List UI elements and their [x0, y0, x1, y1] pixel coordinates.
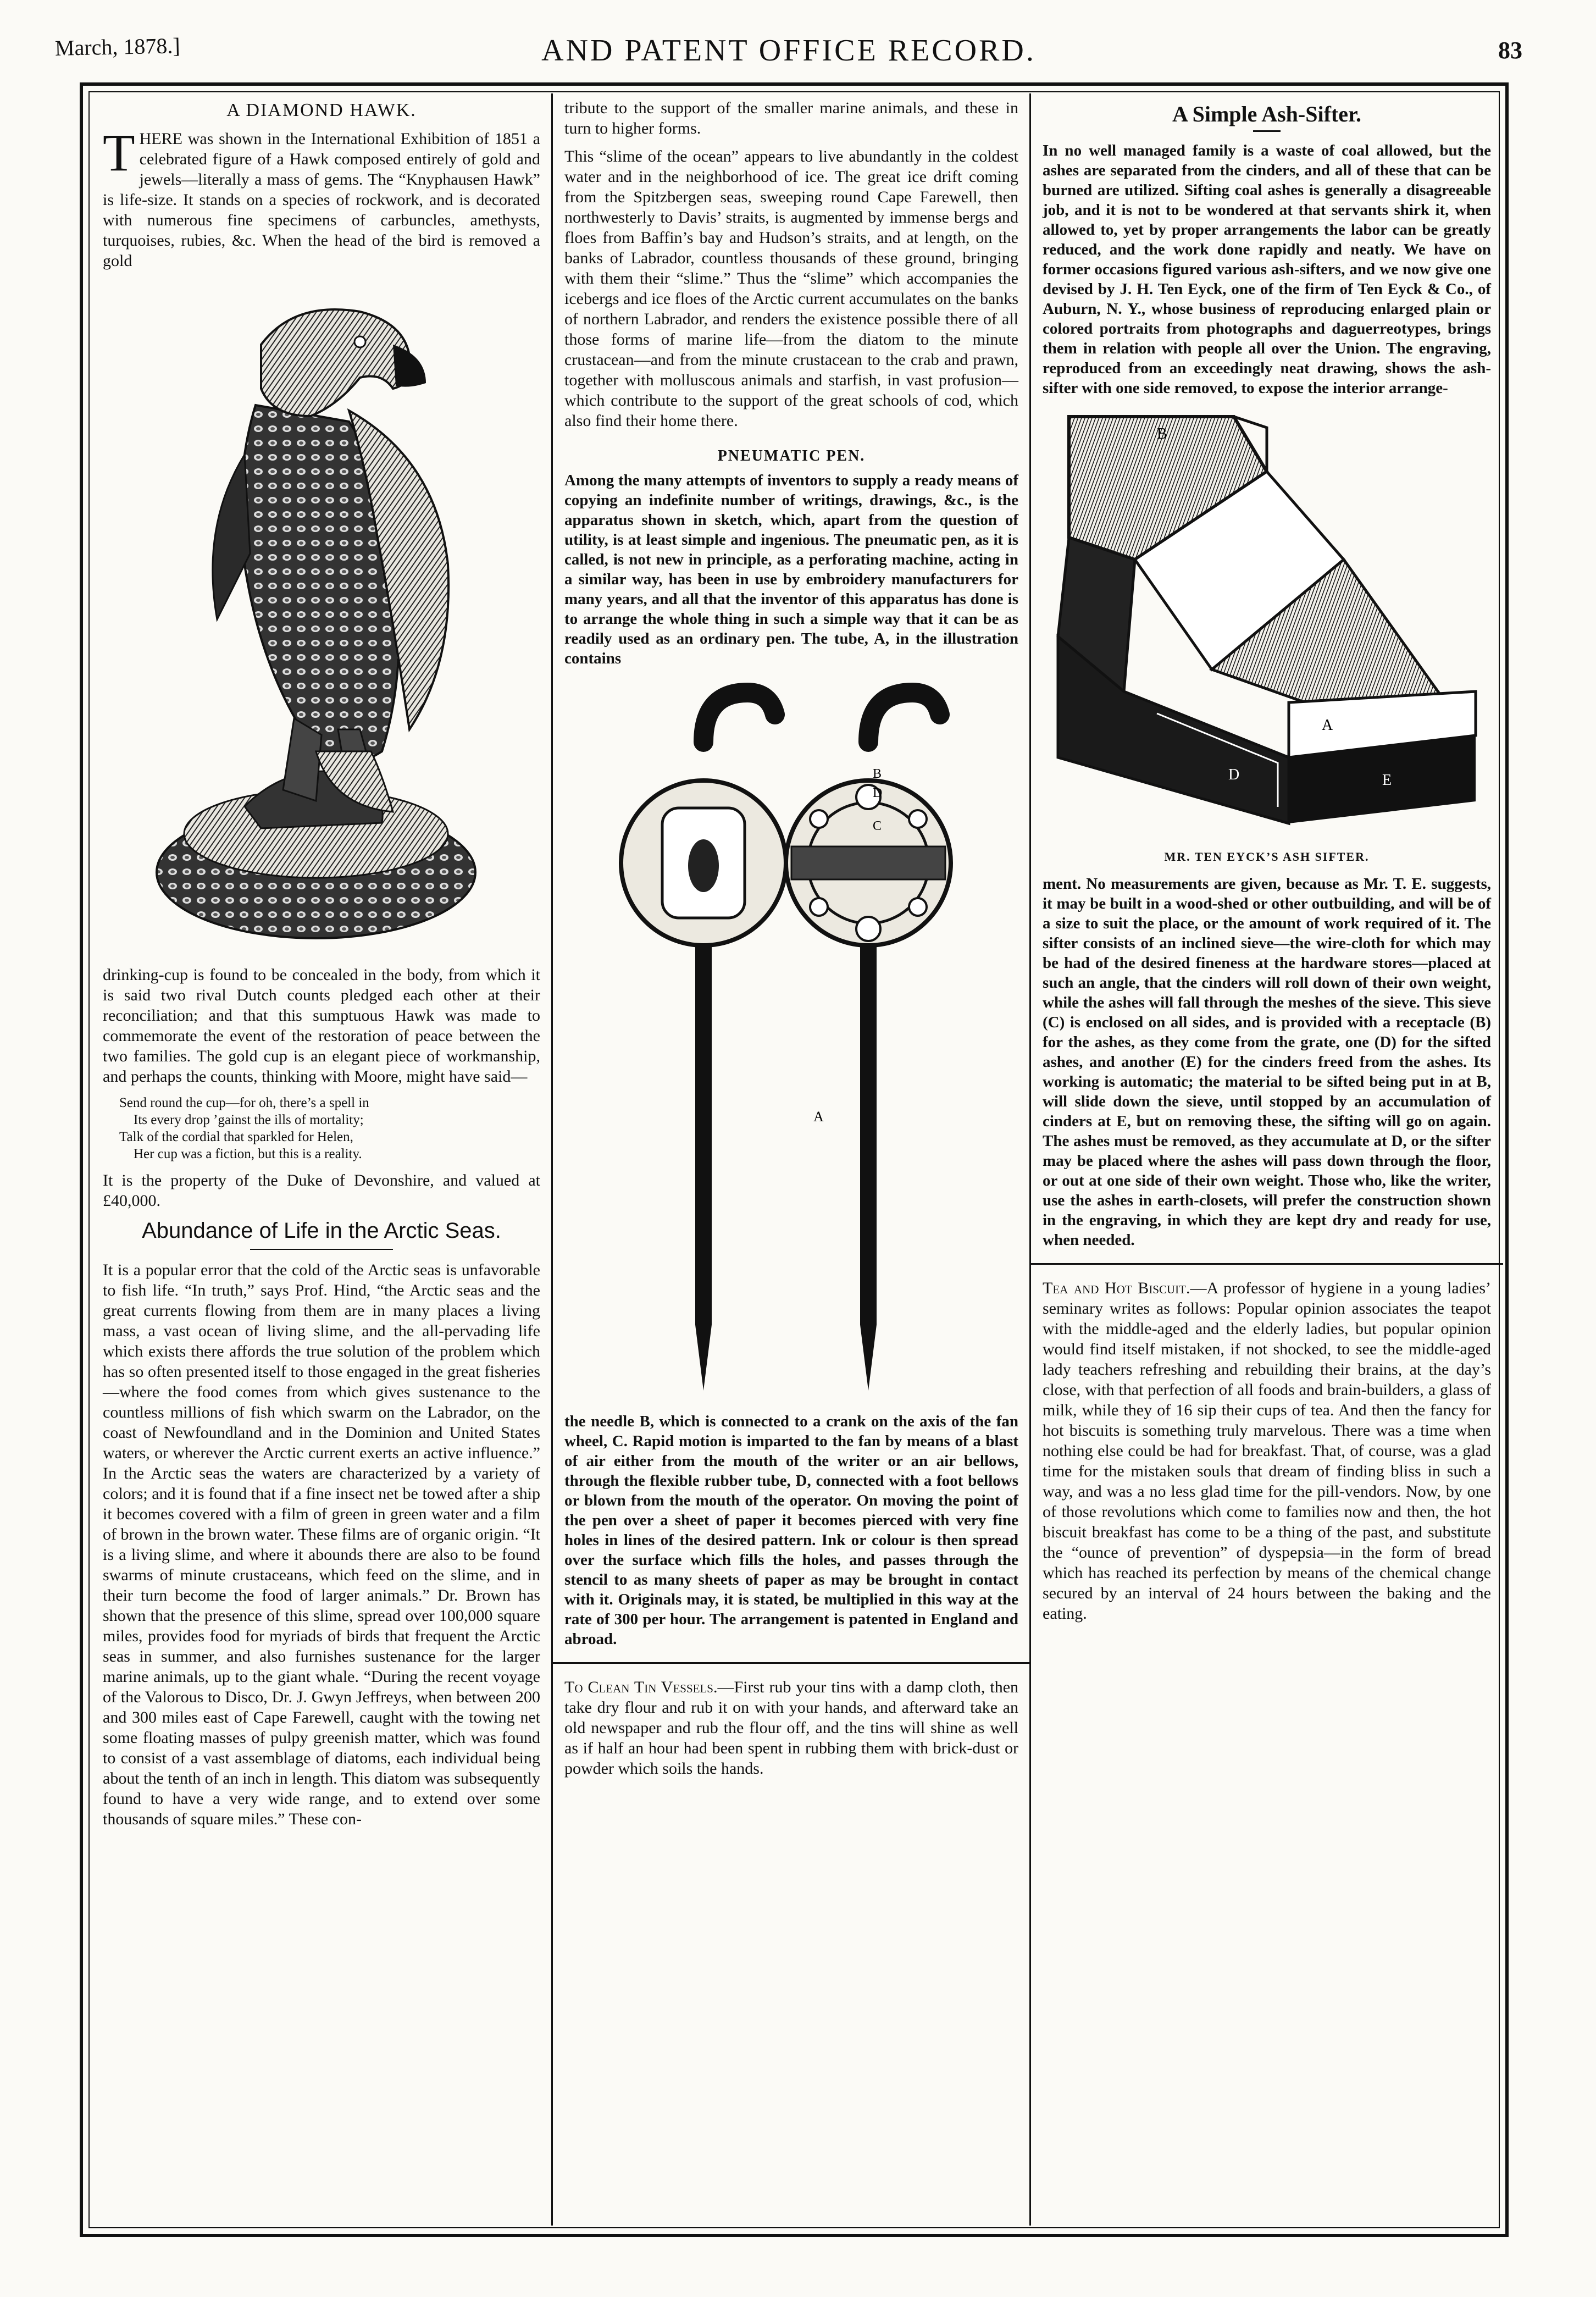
tea-biscuit-para: Tea and Hot Biscuit.—A professor of hygiene in a young ladies’ seminary writes as follows: Popular opinion associates the teapot with the middle-aged and the elderly ladies, but popular opinion would find itself mistaken, if not shocked, to see the middle-aged lady teachers refreshing and rebuilding their brains, at the day’s close, with that perfection of all foods and brain-builders, a glass of milk, while they of 16 sip their cups of tea. And then the fancy for hot biscuits is something truly marvelous. There was a time when nothing else could be had for breakfast. That, of course, was a glad time for the mistaken souls that dream of finding bliss in such a way, and was a no less glad time for the pill-vendors. Now, by one of those revolutions which come to families now and then, the hot biscuit breakfast has come to be a thing of the past, and substitute the “ounce of prevention” of dyspepsia—in the form of bread which has reached its perfection by means of the chemical change secured by an interval of 24 hours between the baking and the eating.: [1043, 1279, 1492, 1623]
dropcap: T: [103, 123, 135, 182]
arctic-para-2: tribute to the support of the smaller marine animals, and these in turn to higher forms.: [564, 99, 1018, 137]
arctic-para-1: It is a popular error that the cold of the Arctic seas is unfavorable to fish life. “In truth,” says Prof. Hind, “the Arctic seas and the great currents flowing from them are in many places a living mass, a vast ocean of living slime, and the all-pervading life which exists there affords the true solution of the problem which has so often presented itself to those engaged in the great fisheries—where the food comes from which gives sustenance to the countless millions of fish which swarm on the Labrador, on the coast of Newfoundland and in the Dominion and United States waters, or wherever the Arctic current exerts an active influence.” In the Arctic seas the waters are characterized by a variety of colors; and it is found that if a fine insect net be towed after a ship it becomes covered with a film of green in green water and a film of brown in the brown water. These films are of organic origin. “It is a living slime, and where it abounds there are also to be found swarms of minute crustaceans, which feed on the slime, and in their turn become the food of larger animals.” Dr. Brown has shown that the presence of this slime, spread over 100,000 square miles, provides food for myriads of birds that frequent the Arctic seas in summer, and also furnishes sustenance for the larger marine animals, up to the giant whale. “During the recent voyage of the Valorous to Disco, Dr. J. Gwyn Jeffreys, when between 200 and 300 miles east of Cape Farewell, caught with the towing net some floating masses of pulpy greenish matter, which was found to consist of a vast assemblage of diatoms, each individual being about the tenth of an inch in length. This diatom was subsequently found to have a very wide range, and to extend over some thousands of square miles.” These con-: [103, 1261, 540, 1828]
ash-sifter-para-2: ment. No measurements are given, because as Mr. T. E. suggests, it may be built in a wood-shed or other outbuilding, and will be of a size to suit the place, or the amount of work required of it. The sifter consists of an inclined sieve—the wire-cloth for which may be had of the desired fineness at the hardware stores—placed at such an angle, that the cinders will roll down of their own weight, while the ashes will fall through the meshes of the sieve. This sieve (C) is enclosed on all sides, and is provided with a receptacle (B) for the ashes, as they come from the grate, one (D) for the sifted ashes, and another (E) for the cinders freed from the ashes. Its working is automatic; the material to be sifted being put in at B, will slide down the sieve, until stopped by an accumulation of cinders at E, but on removing these, the sifting will go on again. The ashes must be removed, as they accumulate at D, or the sifter may be placed where the ashes will pass down through the floor, or out at one side of their own weight. Those who, like the writer, use the ashes in earth-closets, will prefer the construction shown in the engraving, in which they are kept dry and ready for use, when needed.: [1043, 875, 1491, 1249]
pneumatic-pen-illustration: [572, 676, 1011, 1402]
diamond-hawk-heading: A DIAMOND HAWK.: [226, 100, 417, 120]
verse-line: Her cup was a fiction, but this is a reality.: [134, 1147, 362, 1161]
running-head: [55, 33, 1522, 71]
ash-sifter-caption: MR. TEN EYCK’S ASH SIFTER.: [1164, 850, 1370, 864]
ash-sifter-heading: A Simple Ash-Sifter.: [1172, 102, 1362, 126]
verse-line: Talk of the cordial that sparkled for Helen,: [119, 1130, 353, 1144]
pneumatic-pen-para-2: the needle B, which is connected to a crank on the axis of the fan wheel, C. Rapid motion is imparted to the fan by means of a blast of air either from the mouth of the writer or an air bellows, through the flexible rubber tube, D, connected with a foot bellows or blown from the mouth of the operator. On moving the point of the pen over a sheet of paper it becomes pierced with very fine holes in lines of the desired pattern. Ink or colour is then spread over the surface which fills the holes, and passes through the stencil to as many sheets of paper as may be brought in contact with it. Originals may, it is stated, be multiplied in this way at the rate of 300 per hour. The arrangement is patented in England and abroad.: [564, 1413, 1018, 1648]
verse-line: Send round the cup—for oh, there’s a spell in: [119, 1095, 369, 1110]
sifter-label-d: D: [1228, 766, 1240, 783]
column-2: [552, 88, 1030, 2231]
section-rule: [1030, 1263, 1503, 1265]
pneumatic-pen-para-1: Among the many attempts of inventors to supply a ready means of copying an indefinite number of writings, drawings, &c., is the apparatus shown in sketch, which, apart from the question of utility, is at least simple and ingenious. The pneumatic pen, as it is called, is not new in principle, as a perforating machine, acting in a similar way, has been in use by embroidery manufacturers for many years, and all that the inventor of this apparatus has done is to arrange the whole thing in such a simple way that it can be as readily used as an ordinary pen. The tube, A, in the illustration contains: [564, 472, 1018, 667]
issue-date: March, 1878.]: [54, 33, 181, 60]
heading-rule: [250, 1249, 393, 1250]
diamond-hawk-illustration: [151, 279, 492, 955]
pneumatic-pen-heading: PNEUMATIC PEN.: [717, 447, 866, 464]
sifter-label-b: B: [1157, 425, 1167, 442]
diamond-hawk-para-1: THERE was shown in the International Exhibition of 1851 a celebrated figure of a Hawk composed entirely of gold and jewels—literally a mass of gems. The “Knyphausen Hawk” is life-size. It stands on a species of rockwork, and is decorated with numerous fine specimens of carbuncles, amethysts, turquoises, rubies, &c. When the head of the bird is removed a gold: [103, 123, 540, 270]
moore-verse: [119, 1094, 540, 1163]
diamond-hawk-para-3: It is the property of the Duke of Devonshire, and valued at £40,000.: [103, 1171, 540, 1210]
arctic-heading: Abundance of Life in the Arctic Seas.: [142, 1219, 501, 1243]
ash-sifter-illustration: [1047, 406, 1487, 840]
page-number: 83: [1498, 37, 1522, 64]
sifter-label-a: A: [1322, 717, 1333, 734]
section-rule: [552, 1662, 1030, 1664]
pen-label-c: C: [873, 819, 882, 833]
pen-label-a: A: [813, 1109, 824, 1125]
sifter-label-e: E: [1382, 772, 1392, 789]
column-1: [91, 88, 552, 2231]
pen-label-d: D: [873, 786, 883, 800]
column-3: [1030, 88, 1503, 2231]
arctic-para-3: This “slime of the ocean” appears to live abundantly in the coldest water and in the neighborhood of ice. The great ice drift coming from the Spitzbergen seas, sweeping round Cape Farewell, then northwesterly to Davis’ straits, is augmented by immense bergs and floes from Baffin’s bay and Hudson’s straits, and at length, on the banks of Labrador, countless thousands of these ground, bringing with them their “slime.” Thus the “slime” which accompanies the icebergs and ice floes of the Arctic current accumulates on the banks of northern Labrador, and renders the existence possible there of all those forms of marine life—from the diatom to the minute crustacean—and from the minute crustacean to the crab and prawn, together with molluscous animals and starfish, in vast profusion—which contribute to the support of the great schools of cod, which also find their home there.: [564, 147, 1018, 430]
tin-vessels-para: To Clean Tin Vessels.—First rub your tins with a damp cloth, then take dry flour and rub it on with your hands, and afterward take an old newspaper and rub the flour off, and the tins will shine as well as if half an hour had been spent in rubbing them with brick-dust or powder which soils the hands.: [564, 1678, 1019, 1778]
ash-sifter-para-1: In no well managed family is a waste of coal allowed, but the ashes are separated from the cinders, and all of these that can be burned are utilized. Sifting coal ashes is generally a disagreeable job, and it is not to be wondered at that servants shirk it, when allowed to, yet by proper arrangements the labor can be greatly reduced, and the work done rapidly and neatly. We have on former occasions figured various ash-sifters, and we now give one devised by J. H. Ten Eyck, one of the firm of Ten Eyck & Co., of Auburn, N. Y., whose business of reproducing enlarged plain or colored portraits from photographs and daguerreotypes, brings them in relation with people all over the Union. The engraving, reproduced from an exceedingly neat drawing, shows the ash-sifter with one side removed, to expose the interior arrange-: [1043, 142, 1491, 397]
pen-label-b: B: [873, 767, 882, 781]
heading-rule: [1253, 130, 1281, 132]
publication-title: AND PATENT OFFICE RECORD.: [541, 34, 1036, 68]
verse-line: Its every drop ’gainst the ills of mortality;: [134, 1112, 364, 1127]
diamond-hawk-para-2: drinking-cup is found to be concealed in the body, from which it is said two rival Dutch counts pledged each other at their reconciliation; and that this sumptuous Hawk was made to commemorate the event of the restoration of peace between the two families. The gold cup is an elegant piece of workmanship, and perhaps the counts, thinking with Moore, might have said—: [103, 966, 540, 1086]
